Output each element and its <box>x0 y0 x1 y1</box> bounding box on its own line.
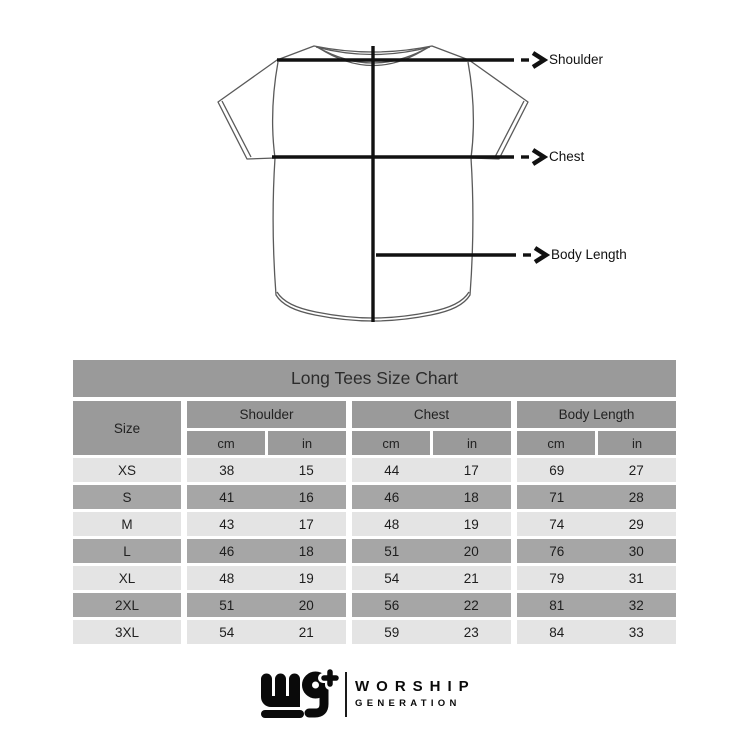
table-header <box>73 401 676 455</box>
column-header-body-length: Body Length <box>517 401 676 428</box>
shoulder-cm-cell: 43 <box>219 516 235 532</box>
unit-header-body-in: in <box>598 431 676 455</box>
body-cm-cell: 74 <box>549 516 565 532</box>
body-in-cell: 33 <box>628 624 644 640</box>
body-in-cell: 32 <box>628 597 644 613</box>
body-in-cell: 28 <box>628 489 644 505</box>
wg-logo-icon <box>261 668 339 720</box>
brand-logo <box>261 668 476 720</box>
table-row <box>73 566 676 590</box>
body-in-cell: 27 <box>628 462 644 478</box>
column-group-body-length <box>517 401 676 455</box>
unit-header-body-cm: cm <box>517 431 595 455</box>
chest-cm-cell: 46 <box>384 489 400 505</box>
unit-header-shoulder-cm: cm <box>187 431 265 455</box>
shoulder-cm-cell: 54 <box>219 624 235 640</box>
chest-cm-cell: 51 <box>384 543 400 559</box>
plus-icon <box>323 671 337 685</box>
unit-header-shoulder-in: in <box>268 431 346 455</box>
chest-in-cell: 23 <box>463 624 479 640</box>
column-group-chest <box>352 401 511 455</box>
column-group-shoulder <box>187 401 346 455</box>
column-header-size: Size <box>73 401 181 455</box>
shoulder-in-cell: 21 <box>298 624 314 640</box>
body-cm-cell: 69 <box>549 462 565 478</box>
shoulder-in-cell: 15 <box>298 462 314 478</box>
chest-in-cell: 21 <box>463 570 479 586</box>
table-row <box>73 458 676 482</box>
body-cm-cell: 81 <box>549 597 565 613</box>
chest-in-cell: 19 <box>463 516 479 532</box>
body-cm-cell: 84 <box>549 624 565 640</box>
shoulder-in-cell: 20 <box>298 597 314 613</box>
size-cell: XS <box>73 458 181 482</box>
chest-in-cell: 18 <box>463 489 479 505</box>
chest-cm-cell: 48 <box>384 516 400 532</box>
body-cm-cell: 76 <box>549 543 565 559</box>
shoulder-in-cell: 17 <box>298 516 314 532</box>
table-row <box>73 512 676 536</box>
unit-header-chest-cm: cm <box>352 431 430 455</box>
body-cm-cell: 79 <box>549 570 565 586</box>
chest-in-cell: 20 <box>463 543 479 559</box>
shoulder-in-cell: 16 <box>298 489 314 505</box>
table-row <box>73 485 676 509</box>
size-chart-table <box>73 360 676 644</box>
body-length-label: Body Length <box>551 247 627 262</box>
chest-label: Chest <box>549 149 585 164</box>
chest-in-cell: 17 <box>463 462 479 478</box>
shoulder-cm-cell: 46 <box>219 543 235 559</box>
chest-in-cell: 22 <box>463 597 479 613</box>
column-header-shoulder: Shoulder <box>187 401 346 428</box>
body-cm-cell: 71 <box>549 489 565 505</box>
size-cell: 3XL <box>73 620 181 644</box>
size-cell: L <box>73 539 181 563</box>
shoulder-cm-cell: 51 <box>219 597 235 613</box>
logo-divider <box>345 672 347 717</box>
column-header-chest: Chest <box>352 401 511 428</box>
chest-cm-cell: 44 <box>384 462 400 478</box>
tshirt-diagram <box>180 20 660 360</box>
body-in-cell: 30 <box>628 543 644 559</box>
size-cell: M <box>73 512 181 536</box>
chest-cm-cell: 59 <box>384 624 400 640</box>
shoulder-in-cell: 18 <box>298 543 314 559</box>
chest-cm-cell: 56 <box>384 597 400 613</box>
shoulder-cm-cell: 48 <box>219 570 235 586</box>
brand-name-line1: WORSHIP <box>355 678 476 696</box>
body-in-cell: 29 <box>628 516 644 532</box>
table-title: Long Tees Size Chart <box>73 360 676 397</box>
brand-name-line2: GENERATION <box>355 697 461 709</box>
size-cell: 2XL <box>73 593 181 617</box>
chest-cm-cell: 54 <box>384 570 400 586</box>
unit-header-chest-in: in <box>433 431 511 455</box>
shoulder-in-cell: 19 <box>298 570 314 586</box>
shoulder-label: Shoulder <box>549 52 604 67</box>
size-cell: XL <box>73 566 181 590</box>
body-in-cell: 31 <box>628 570 644 586</box>
table-row <box>73 620 676 644</box>
shoulder-cm-cell: 38 <box>219 462 235 478</box>
shoulder-cm-cell: 41 <box>219 489 235 505</box>
table-row <box>73 593 676 617</box>
size-cell: S <box>73 485 181 509</box>
table-row <box>73 539 676 563</box>
